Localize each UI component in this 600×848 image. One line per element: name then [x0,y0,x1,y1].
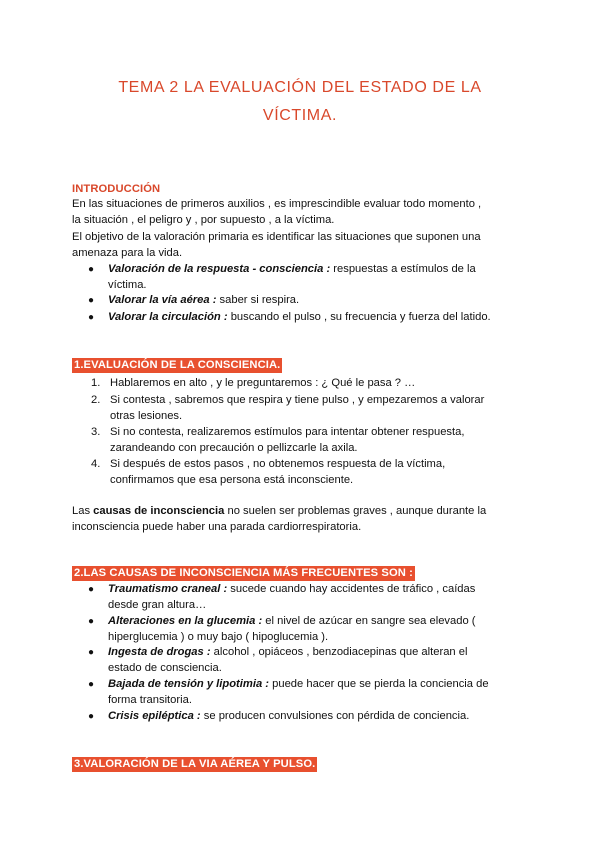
title-line-2: VÍCTIMA. [262,107,338,124]
item-number: 4. [91,458,101,470]
bullet-text: respuestas a estímulos de la [330,263,476,275]
bullet-text: el nivel de azúcar en sangre sea elevado ( [262,615,476,627]
bullet-cont: hiperglucemia ) o muy bajo ( hipoglucemia ). [108,630,329,643]
bullet-text: saber si respira. [216,294,300,306]
item-line2: confirmamos que esa persona está inconsciente. [110,473,354,486]
bullet-icon: ● [88,679,95,690]
bullet-bold: Valorar la vía aérea : [108,294,217,306]
item-line1: Hablaremos en alto , y le preguntaremos : ¿ Qué le pasa ? … [110,377,416,389]
section1-paragraph [72,503,532,535]
para-line1-post: no suelen ser problemas graves , aunque durante la [224,505,487,517]
intro-paragraph-2 [72,229,532,261]
bullet-text: buscando el pulso , su frecuencia y fuerza del latido. [227,311,491,323]
section3-heading: 3.VALORACIÓN DE LA VIA AÉREA Y PULSO. [74,758,316,770]
title-line-1: TEMA 2 LA EVALUACIÓN DEL ESTADO DE LA [118,79,482,96]
para-line2: inconsciencia puede haber una parada cardiorrespiratoria. [72,521,362,533]
intro-paragraph-1 [72,196,532,228]
item-line2: zarandeando con precaución o pellizcarle la axila. [110,441,358,454]
item-line1: Si después de estos pasos , no obtenemos respuesta de la víctima, [110,458,446,470]
section2-heading: 2.LAS CAUSAS DE INCONSCIENCIA MÁS FRECUENTES SON : [74,567,413,579]
para-pre: Las [72,505,94,517]
bullet-bold: Bajada de tensión y lipotimia : [108,678,270,690]
bullet-bold: Valorar la circulación : [108,311,228,323]
bullet-icon: ● [88,264,95,275]
section1-heading: 1.EVALUACIÓN DE LA CONSCIENCIA. [74,359,281,371]
intro-p1-line2: la situación , el peligro y , por supuesto , a la víctima. [72,214,335,226]
item-line1: Si no contesta, realizaremos estímulos para intentar obtener respuesta, [110,426,465,438]
bullet-cont: desde gran altura… [108,598,207,611]
document-title [60,74,540,130]
bullet-text: puede hacer que se pierda la conciencia de [269,678,489,690]
item-line2: otras lesiones. [110,409,183,422]
bullet-cont: forma transitoria. [108,693,192,706]
bullet-icon: ● [88,312,95,323]
bullet-icon: ● [88,295,95,306]
bullet-icon: ● [88,647,95,658]
bullet-icon: ● [88,584,95,595]
bullet-bold: Alteraciones en la glucemia : [108,615,263,627]
bullet-bold: Valoración de la respuesta - consciencia : [108,263,331,275]
item-number: 1. [91,377,101,389]
item-line1: Si contesta , sabremos que respira y tiene pulso , y empezaremos a valorar [110,394,485,406]
bullet-bold: Ingesta de drogas : [108,646,211,658]
intro-p2-line1: El objetivo de la valoración primaria es identificar las situaciones que suponen una [72,231,481,243]
bullet-text: sucede cuando hay accidentes de tráfico , caídas [227,583,476,595]
bullet-icon: ● [88,711,95,722]
intro-p2-line2: amenaza para la vida. [72,247,183,259]
bullet-bold: Traumatismo craneal : [108,583,228,595]
intro-heading: INTRODUCCIÓN [72,183,161,195]
bullet-icon: ● [88,616,95,627]
bullet-cont: estado de consciencia. [108,661,222,674]
bullet-text: alcohol , opiáceos , benzodiacepinas que alteran el [210,646,468,658]
para-bold: causas de inconsciencia [93,505,225,517]
item-number: 3. [91,426,101,438]
bullet-bold: Crisis epiléptica : [108,710,201,722]
bullet-text: se producen convulsiones con pérdida de conciencia. [200,710,470,722]
bullet-cont: víctima. [108,278,147,291]
intro-p1-line1: En las situaciones de primeros auxilios , es imprescindible evaluar todo momento , [72,198,482,210]
item-number: 2. [91,394,101,406]
